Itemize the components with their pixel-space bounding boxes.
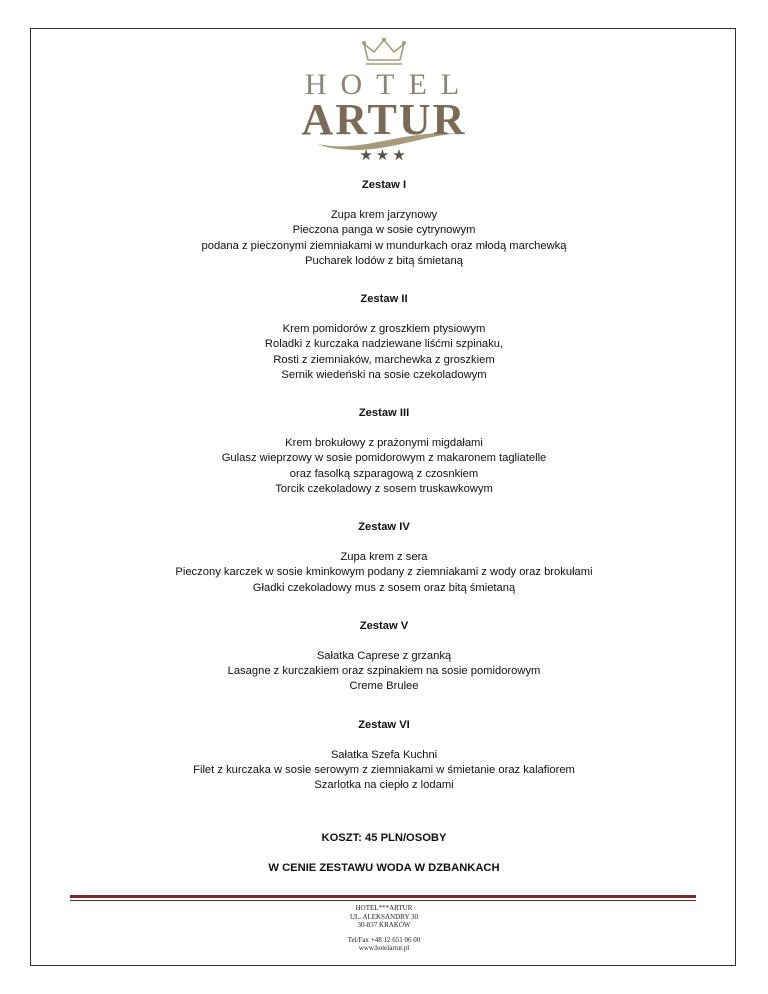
dish: Torcik czekoladowy z sosem truskawkowym	[275, 482, 493, 495]
menu-set	[0, 718, 768, 794]
logo-top-word: HOTEL	[304, 68, 474, 101]
dish: Lasagne z kurczakiem oraz szpinakiem na sosie pomidorowym	[227, 665, 541, 678]
dish: Krem pomidorów z groszkiem ptysiowym	[282, 323, 486, 336]
rating-stars-icon: ★★★	[359, 147, 409, 164]
hotel-logo	[0, 38, 768, 168]
footer-city: 30-837 KRAKÓW	[357, 921, 411, 929]
dish: Zupa krem z sera	[340, 551, 428, 564]
dish: Gulasz wieprzowy w sosie pomidorowym z makaronem tagliatelle	[221, 452, 547, 465]
set-title: Zestaw IV	[358, 521, 410, 534]
footer-street: UL. ALEKSANDRY 30	[350, 912, 418, 921]
dish: Creme Brulee	[349, 680, 419, 693]
menu-content	[0, 178, 768, 876]
footer-address	[0, 904, 768, 953]
menu-set	[0, 178, 768, 269]
set-title: Zestaw VI	[358, 718, 410, 731]
logo-main-word: ARTUR	[301, 95, 467, 144]
dish: Gładki czekoladowy mus z sosem oraz bitą śmietaną	[252, 581, 516, 594]
dish: Sałatka Szefa Kuchni	[330, 748, 438, 761]
footer-website-link[interactable]: www.hotelartur.pl	[358, 944, 410, 952]
dish: Szarlotka na ciepło z lodami	[314, 779, 454, 792]
menu-set	[0, 520, 768, 596]
dish: oraz fasolką szparagową z czosnkiem	[289, 467, 479, 480]
dish: Rosti z ziemniaków, marchewka z groszkiem	[273, 353, 495, 366]
menu-set	[0, 619, 768, 695]
dish: Zupa krem jarzynowy	[330, 209, 438, 222]
set-title: Zestaw I	[361, 179, 407, 191]
dish: Pucharek lodów z bitą śmietaną	[305, 254, 463, 267]
dish: Roladki z kurczaka nadziewane liśćmi szpinaku,	[264, 338, 504, 351]
price-line: KOSZT: 45 PLN/OSOBY	[321, 832, 447, 845]
dish: Sałatka Caprese z grzanką	[316, 650, 452, 663]
set-title: Zestaw II	[360, 293, 408, 306]
footer-hotel-name: HOTEL***ARTUR	[355, 904, 413, 912]
water-note: W CENIE ZESTAWU WODA W DZBANKACH	[268, 861, 500, 874]
footer-divider	[70, 895, 696, 901]
dish: Pieczona panga w sosie cytrynowym	[292, 224, 476, 237]
dish: Filet z kurczaka w sosie serowym z ziemniakami w śmietanie oraz kalafiorem	[193, 764, 575, 777]
menu-set	[0, 292, 768, 383]
set-title: Zestaw V	[359, 619, 409, 632]
footer-phone: Tel/Fax +48 12 651 06 00	[347, 935, 421, 944]
dish: Sernik wiedeński na sosie czekoladowym	[281, 368, 487, 381]
dish: Krem brokułowy z prażonymi migdałami	[285, 437, 483, 450]
menu-set	[0, 406, 768, 497]
dish: podana z pieczonymi ziemniakami w mundurkach oraz młodą marchewką	[201, 239, 567, 252]
dish: Pieczony karczek w sosie kminkowym podany z ziemniakami z wody oraz brokułami	[175, 566, 593, 579]
set-title: Zestaw III	[358, 407, 410, 420]
